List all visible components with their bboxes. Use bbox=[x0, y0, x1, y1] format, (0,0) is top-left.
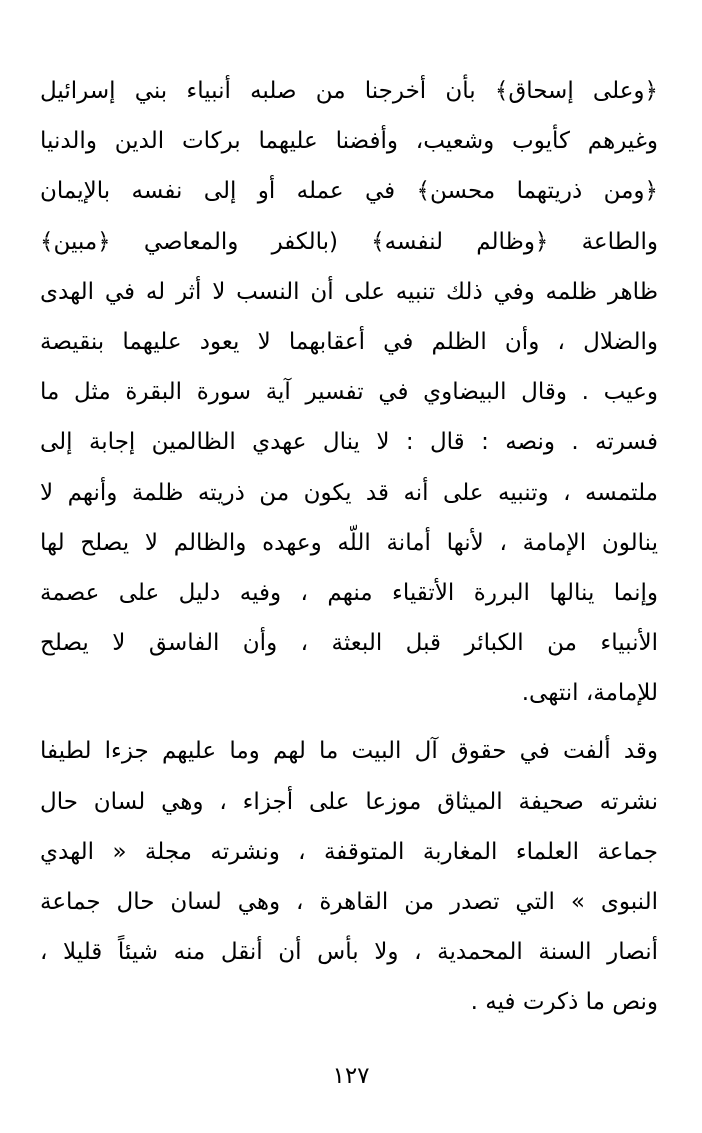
paragraph-start-line: وقد ألفت في حقوق آل البيت ما لهم وما عليهم جزءا لطيفا bbox=[40, 738, 658, 765]
text-line: أنصار السنة المحمدية ، ولا بأس أن أنقل منه شيئاً قليلا ، bbox=[40, 939, 658, 966]
text-line: والطاعة ﴿وظالم لنفسه﴾ (بالكفر والمعاصي ﴿مبين﴾ bbox=[40, 228, 658, 255]
text-line: ﴿وعلى إسحاق﴾ بأن أخرجنا من صلبه أنبياء بني إسرائيل bbox=[40, 78, 658, 104]
text-line: وعيب . وقال البيضاوي في تفسير آية سورة البقرة مثل ما bbox=[40, 379, 658, 406]
text-line: والضلال ، وأن الظلم في أعقابهما لا يعود عليهما بنقيصة bbox=[40, 328, 658, 355]
text-line: الأنبياء من الكبائر قبل البعثة ، وأن الفاسق لا يصلح bbox=[40, 630, 658, 657]
text-line: ونص ما ذكرت فيه . bbox=[470, 989, 658, 1016]
page-number: ١٢٧ bbox=[332, 1063, 370, 1089]
text-line: فسرته . ونصه : قال : لا ينال عهدي الظالمين إجابة إلى bbox=[40, 429, 658, 456]
text-line: وغيرهم كأيوب وشعيب، وأفضنا عليهما بركات الدين والدنيا bbox=[40, 128, 658, 155]
text-line: جماعة العلماء المغاربة المتوقفة ، ونشرته مجلة « الهدي bbox=[40, 838, 658, 865]
text-line: النبوى » التي تصدر من القاهرة ، وهي لسان حال جماعة bbox=[40, 889, 658, 915]
text-line: ﴿ومن ذريتهما محسن﴾ في عمله أو إلى نفسه بالإيمان bbox=[40, 178, 658, 205]
text-line: ملتمسه ، وتنبيه على أنه قد يكون من ذريته ظلمة وأنهم لا bbox=[40, 479, 658, 506]
text-line: ينالون الإمامة ، لأنها أمانة اللّه وعهده والظالم لا يصلح لها bbox=[40, 529, 658, 556]
text-line: ظاهر ظلمه وفي ذلك تنبيه على أن النسب لا أثر له في الهدى bbox=[40, 278, 658, 305]
body-text bbox=[40, 66, 658, 1028]
text-line: وإنما ينالها البررة الأتقياء منهم ، وفيه دليل على عصمة bbox=[40, 579, 658, 606]
text-line: للإمامة، انتهى. bbox=[521, 680, 658, 707]
text-line: نشرته صحيفة الميثاق موزعا على أجزاء ، وهي لسان حال bbox=[40, 788, 658, 815]
